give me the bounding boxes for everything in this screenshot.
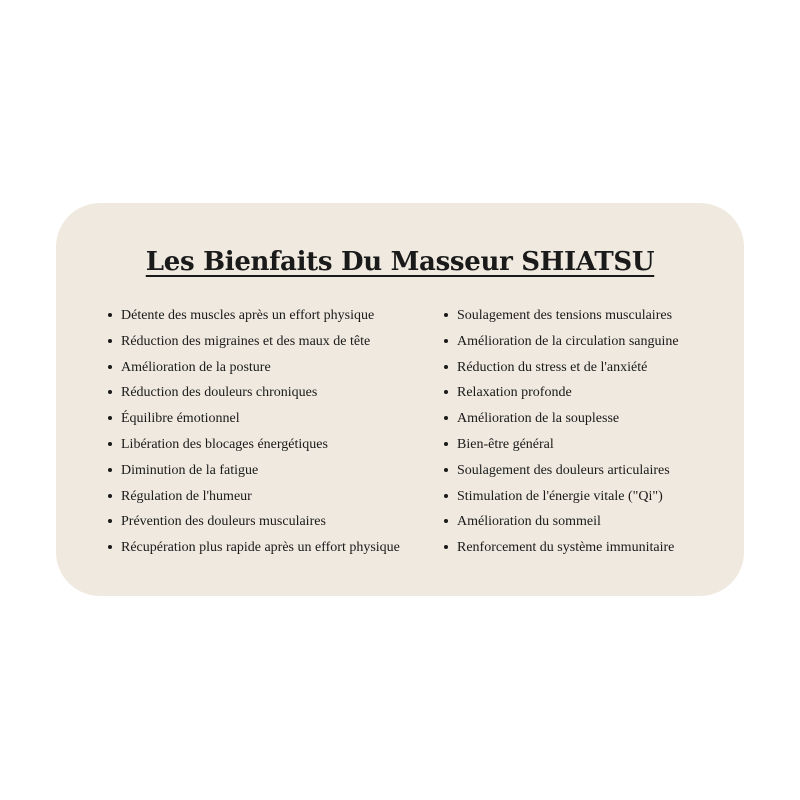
- list-item-text: Amélioration de la circulation sanguine: [457, 333, 679, 349]
- list-item: [108, 410, 400, 436]
- list-item: [108, 384, 400, 410]
- list-item: [444, 462, 679, 488]
- list-item-text: Soulagement des tensions musculaires: [457, 308, 673, 323]
- list-item: [444, 436, 679, 462]
- list-item-text: Amélioration de la souplesse: [457, 411, 620, 427]
- benefits-card: [56, 203, 744, 596]
- list-item: [108, 436, 400, 462]
- list-item-text: Relaxation profonde: [457, 385, 572, 401]
- list-item: [444, 359, 679, 385]
- list-item-text: Bien-être général: [457, 436, 554, 452]
- bullet-icon: [444, 339, 448, 343]
- list-item-text: Régulation de l'humeur: [121, 488, 252, 504]
- list-item-text: Libération des blocages énergétiques: [121, 436, 328, 452]
- list-item-text: Renforcement du système immunitaire: [457, 540, 675, 556]
- list-item-text: Réduction des migraines et des maux de tête: [121, 333, 371, 349]
- bullet-icon: [108, 442, 112, 446]
- list-item-text: Diminution de la fatigue: [121, 462, 259, 478]
- bullet-icon: [444, 545, 448, 549]
- bullet-icon: [444, 365, 448, 369]
- list-item-text: Amélioration du sommeil: [457, 514, 601, 530]
- benefits-list-left: [108, 307, 400, 565]
- list-item-text: Récupération plus rapide après un effort physique: [121, 540, 400, 556]
- list-item-text: Amélioration de la posture: [121, 359, 271, 375]
- list-item-text: Soulagement des douleurs articulaires: [457, 462, 670, 478]
- list-item: [108, 307, 400, 333]
- card-title-text: Les Bienfaits Du Masseur SHIATSU: [145, 247, 655, 277]
- list-item: [444, 539, 679, 565]
- bullet-icon: [444, 519, 448, 523]
- list-item: [108, 488, 400, 514]
- bullet-icon: [108, 519, 112, 523]
- bullet-icon: [108, 545, 112, 549]
- bullet-icon: [444, 313, 448, 317]
- bullet-icon: [444, 416, 448, 420]
- list-item: [444, 307, 679, 333]
- list-item: [444, 410, 679, 436]
- bullet-icon: [444, 390, 448, 394]
- list-item-text: Stimulation de l'énergie vitale ("Qi"): [457, 488, 663, 504]
- list-item: [444, 384, 679, 410]
- benefits-list-right: [444, 307, 679, 565]
- list-item-text: Détente des muscles après un effort physique: [121, 308, 375, 323]
- bullet-icon: [108, 468, 112, 472]
- list-item-text: Équilibre émotionnel: [121, 411, 240, 427]
- list-item: [444, 333, 679, 359]
- list-item: [108, 359, 400, 385]
- bullet-icon: [108, 390, 112, 394]
- list-item: [108, 539, 400, 565]
- bullet-icon: [108, 313, 112, 317]
- list-item-text: Réduction du stress et de l'anxiété: [457, 359, 648, 375]
- bullet-icon: [444, 494, 448, 498]
- list-item: [108, 513, 400, 539]
- list-item: [108, 333, 400, 359]
- list-item-text: Réduction des douleurs chroniques: [121, 385, 318, 401]
- list-item: [444, 513, 679, 539]
- bullet-icon: [444, 442, 448, 446]
- list-item: [444, 488, 679, 514]
- bullet-icon: [108, 416, 112, 420]
- bullet-icon: [108, 494, 112, 498]
- bullet-icon: [108, 339, 112, 343]
- bullet-icon: [108, 365, 112, 369]
- list-item: [108, 462, 400, 488]
- list-item-text: Prévention des douleurs musculaires: [121, 514, 326, 530]
- bullet-icon: [444, 468, 448, 472]
- card-title: [56, 247, 744, 277]
